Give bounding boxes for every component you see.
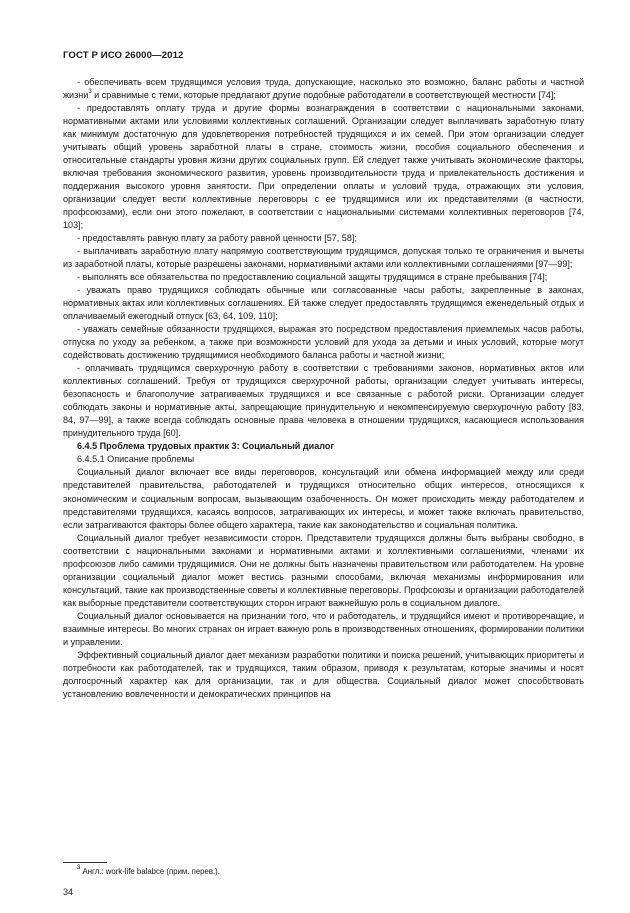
paragraph: - выполнять все обязательства по предоставлению социальной защиты трудящимся в стране пребывания [74];	[77, 272, 548, 283]
section-heading: 6.4.5 Проблема трудовых практик 3: Социальный диалог	[77, 441, 335, 452]
paragraph: - обеспечивать всем трудящимся условия труда, допускающие, насколько это возможно, баланс работы и частной жизни$^3$ и сравнимые с теми, которые предлагают другие подобные работодатели в соответствующей местности [74];	[63, 77, 584, 101]
footnote: $^3$ Англ.: work-life balabce (прим. перев.).	[77, 865, 220, 876]
footnote-mark: 3	[88, 89, 92, 95]
paragraph: Социальный диалог основывается на признании того, что и работодатель, и трудящийся имеют и противоречащие, и взаимные интересы. Во многих странах он играет важную роль в производственных отношениях, формировании политики и управлении.	[63, 610, 584, 647]
footnote-divider	[63, 862, 107, 863]
paragraph: - предоставлять оплату труда и другие формы вознаграждения в соответствии с национальными законами, нормативными актами или условиями коллективных соглашений. Организации следует выплачивать заработную плату как минимум достаточную для удовлетворения потребностей трудящихся и их семей. При этом организации следует учитывать общий уровень заработной платы в стране, стоимость жизни, пособия социального обеспечения и относительные стандарты уровня жизни других социальных групп. Ей следует также учитывать экономические факторы, включая требования экономического развития, уровень производительности труда и привлекательность достижения и поддержания высокого уровня занятости. При определении оплаты и условий труда, отражающих эти условия, организации следует вести коллективные переговоры с ее трудящимися или их представителями (в частности, профсоюзами), если они этого пожелают, в соответствии с национальными системами коллективных переговоров [74, 103];	[63, 103, 584, 231]
footnote-mark: 3	[77, 865, 81, 872]
document-header: ГОСТ Р ИСО 26000—2012	[63, 50, 184, 61]
paragraph: Социальный диалог включает все виды переговоров, консультаций или обмена информацией между или среди представителей правительства, работодателей и трудящихся относительно общих интересов, относящихся к экономическим и социальным вопросам, вызывающим озабоченность. Он может происходить между работодателем и представителями трудящихся, касаясь вопросов, затрагивающих их интересы, и может также включать правительство, если затрагиваются факторы более общего характера, такие как законодательство и социальная политика.	[63, 467, 584, 530]
document-body	[63, 76, 584, 701]
subsection-heading: 6.4.5.1 Описание проблемы	[77, 454, 195, 465]
paragraph: - выплачивать заработную плату напрямую соответствующим трудящимся, допуская только те ограничения и вычеты из заработной платы, которые разрешены законами, нормативными актами или коллективными соглашениями [97—99];	[63, 246, 584, 270]
paragraph: - оплачивать трудящимся сверхурочную работу в соответствии с требованиями законов, нормативных актов или коллективных соглашений. Требуя от трудящихся сверхурочной работы, организации следует учитывать интересы, безопасность и благополучие затрагиваемых трудящихся и все связанные с работой риски. Организации следует соблюдать законы и нормативные акты, запрещающие принудительную и некомпенсируемую сверхурочную работу [83, 84, 97—99], а также всегда соблюдать основные права человека в отношении трудящихся, касающиеся использования принудительного труда [60].	[63, 363, 584, 439]
paragraph: Социальный диалог требует независимости сторон. Представители трудящихся должны быть выбраны свободно, в соответствии с национальными законами и нормативными актами и коллективными соглашениями, членами их профсоюзов либо самими трудящимися. Они не должны быть назначены правительством или работодателем. На уровне организации социальный диалог может вестись разными способами, включая механизмы информирования или консультаций, такие как производственные советы и коллективные переговоры. Профсоюзы и организации работодателей как выборные представители соответствующих сторон играют важнейшую роль в социальном диалоге.	[63, 532, 584, 608]
paragraph: Эффективный социальный диалог дает механизм разработки политики и поиска решений, учитывающих приоритеты и потребности как работодателей, так и трудящихся, таким образом, приводя к результатам, которые значимы и носят долгосрочный характер как для организации, так и для общества. Социальный диалог может способствовать установлению вовлеченности и демократических принципов на	[63, 649, 584, 699]
paragraph: - уважать семейные обязанности трудящихся, выражая это посредством предоставления приемлемых часов работы, отпуска по уходу за ребенком, а также при возможности условий для ухода за детьми и иных условий, которые могут содействовать достижению трудящимися необходимого баланса работы и частной жизни;	[63, 324, 584, 361]
paragraph: - уважать право трудящихся соблюдать обычные или согласованные часы работы, закрепленные в законах, нормативных актах или коллективных соглашениях. Ей также следует предоставлять трудящимся еженедельный отдых и оплачиваемый ежегодный отпуск [63, 64, 109, 110];	[63, 285, 584, 322]
page-number: 34	[63, 887, 74, 897]
paragraph: - предоставлять равную плату за работу равной ценности [57, 58];	[77, 233, 357, 244]
